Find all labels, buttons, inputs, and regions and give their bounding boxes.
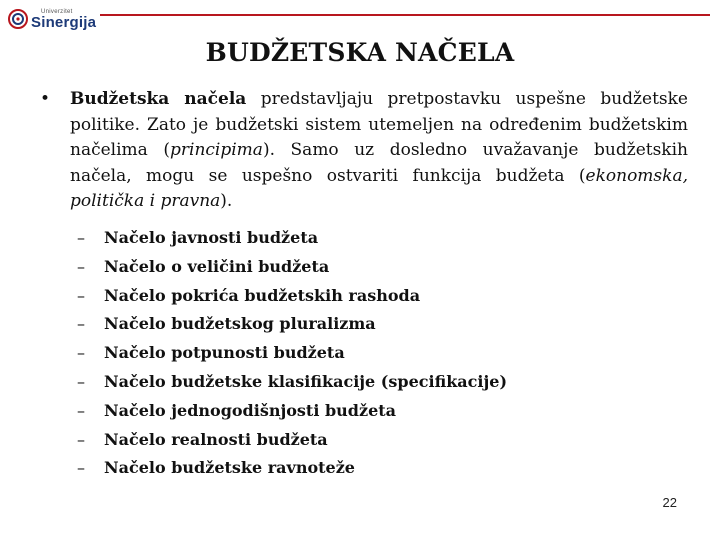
- principle-label: Načelo pokrića budžetskih rashoda: [104, 285, 421, 305]
- principle-label: Načelo javnosti budžeta: [104, 228, 319, 247]
- principle-label: Načelo realnosti budžeta: [104, 429, 328, 449]
- sinergija-logo-icon: [8, 9, 28, 29]
- dash-marker: –: [77, 256, 85, 276]
- list-item: [77, 368, 507, 397]
- intro-bold-lead: Budžetska načela: [70, 89, 247, 109]
- intro-text-1: predstavljaju pretpostavku uspešne budžetske politike. Zato je budžetski sistem utemeljen na određenim budžetskim načelima (: [70, 89, 688, 160]
- logo-main-text: Sinergija: [31, 13, 97, 31]
- logo-text: [31, 9, 96, 30]
- dash-marker: –: [77, 228, 85, 247]
- intro-text-2: ). Samo uz dosledno uvažavanje budžetskih načela, mogu se uspešno ostvariti funkcija budžeta (: [70, 140, 688, 186]
- list-item: [77, 253, 507, 282]
- list-item: [77, 426, 507, 455]
- slide-title: BUDŽETSKA NAČELA: [205, 38, 515, 67]
- list-item: [77, 282, 507, 311]
- intro-text-3: ).: [220, 191, 233, 211]
- dash-marker: –: [77, 285, 85, 305]
- university-logo: [8, 4, 96, 34]
- bullet-marker: •: [40, 89, 51, 109]
- dash-marker: –: [77, 314, 85, 334]
- intro-italic-2: ekonomska, politička i pravna: [70, 165, 688, 211]
- principle-label: Načelo budžetske klasifikacije (specifikacije): [104, 371, 508, 391]
- list-item: [77, 454, 507, 483]
- intro-paragraph: [40, 87, 688, 215]
- intro-italic-1: principima: [170, 140, 263, 160]
- principle-label: Načelo budžetske ravnoteže: [104, 458, 355, 478]
- logo-small-text: Univerzitet: [41, 8, 73, 15]
- principle-label: Načelo jednogodišnjosti budžeta: [104, 400, 396, 420]
- principle-label: Načelo potpunosti budžeta: [104, 343, 345, 363]
- list-item: [77, 224, 507, 253]
- header-rule: [100, 14, 710, 16]
- list-item: [77, 310, 507, 339]
- principle-label: Načelo o veličini budžeta: [104, 256, 330, 276]
- principle-label: Načelo budžetskog pluralizma: [104, 314, 376, 334]
- dash-marker: –: [77, 371, 85, 391]
- dash-marker: –: [77, 458, 85, 478]
- page-number: 22: [662, 495, 677, 510]
- list-item: [77, 339, 507, 368]
- principles-list: [77, 224, 507, 483]
- list-item: [77, 397, 507, 426]
- dash-marker: –: [77, 429, 85, 449]
- dash-marker: –: [77, 343, 85, 363]
- dash-marker: –: [77, 400, 85, 420]
